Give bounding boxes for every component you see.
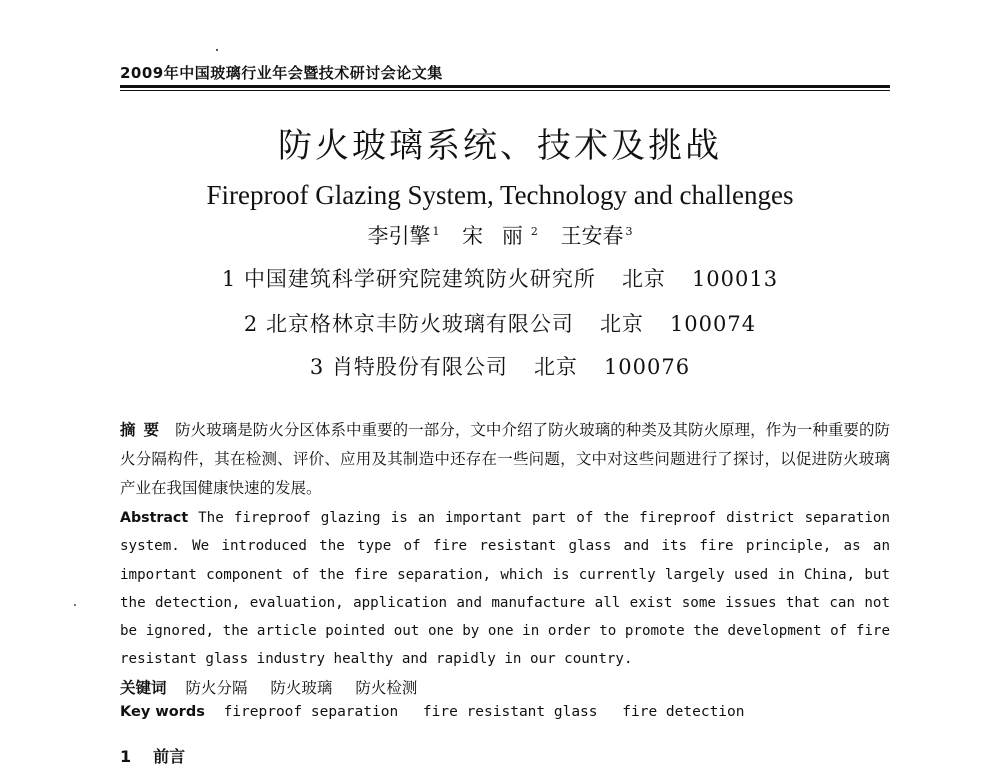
abstract-en-text: The fireproof glazing is an important part of the fireproof district separation system. We introduced the type of fire resistant glass and its fire principle, as an important component of the fire separation, which is currently largely used in China, but the detection, evaluation, application and manufacture all exist some issues that can not be ignored, the article pointed out one by one in order to promote the development of fire resistant glass industry healthy and rapidly in our country.: [120, 510, 890, 668]
affiliation-zip: 100074: [669, 312, 757, 336]
keyword-term: 防火检测: [355, 679, 418, 697]
abstract-en-label: Abstract: [120, 510, 189, 526]
keyword-term: 防火玻璃: [270, 679, 333, 697]
keywords-en-label: Key words: [120, 704, 205, 720]
paper-title-cn: 防火玻璃系统、技术及挑战: [278, 126, 722, 166]
affiliation-zip: 100013: [691, 267, 779, 291]
abstract-cn: [120, 416, 890, 503]
affiliation-zip: 100076: [603, 355, 691, 379]
affiliation-city: 北京: [621, 267, 666, 291]
paper-title-en: Fireproof Glazing System, Technology and challenges: [206, 180, 794, 210]
keywords-cn-label: 关键词: [120, 679, 167, 697]
header-rule-thick: [120, 85, 890, 88]
author-name: 王安春: [560, 224, 624, 248]
affiliation-1: [0, 263, 1000, 293]
affiliation-city: 北京: [599, 312, 644, 336]
author-affiliation-mark: 3: [625, 225, 633, 238]
keyword-term: fireproof separation: [223, 704, 399, 720]
keyword-term: fire detection: [622, 704, 745, 720]
section-title: 前言: [153, 747, 186, 766]
author-2: [462, 224, 538, 248]
keyword-term: 防火分隔: [185, 679, 248, 697]
author-affiliation-mark: 2: [530, 225, 538, 238]
author-name: 宋 丽: [462, 224, 529, 248]
affiliation-org: 北京格林京丰防火玻璃有限公司: [265, 312, 574, 336]
abstract-en: [120, 504, 890, 674]
affiliation-city: 北京: [533, 355, 578, 379]
author-affiliation-mark: 1: [432, 225, 440, 238]
author-3: [561, 224, 633, 248]
scan-speck: [216, 49, 218, 51]
abstract-cn-label: 摘要: [120, 421, 168, 439]
affiliation-number: 1: [221, 267, 237, 291]
section-heading: [120, 744, 890, 767]
affiliation-2: [0, 308, 1000, 338]
header-rule-thin: [120, 90, 890, 91]
affiliation-number: 3: [309, 355, 325, 379]
keywords-en: [120, 704, 890, 720]
affiliation-number: 2: [243, 312, 259, 336]
abstract-cn-text: 防火玻璃是防火分区体系中重要的一部分，文中介绍了防火玻璃的种类及其防火原理，作为一种重要的防火分隔构件，其在检测、评价、应用及其制造中还存在一些问题，文中对这些问题进行了探讨，以促进防火玻璃产业在我国健康快速的发展。: [120, 421, 890, 497]
running-head: 2009年中国玻璃行业年会暨技术研讨会论文集: [120, 64, 443, 82]
affiliation-org: 肖特股份有限公司: [331, 355, 508, 379]
keywords-cn: [120, 676, 890, 698]
author-name: 李引擎: [367, 224, 431, 248]
affiliation-org: 中国建筑科学研究院建筑防火研究所: [243, 267, 596, 291]
affiliation-3: [0, 351, 1000, 381]
author-1: [367, 224, 439, 248]
section-number: 1: [120, 747, 132, 766]
scan-speck: [74, 604, 76, 606]
author-list: [0, 220, 1000, 250]
keyword-term: fire resistant glass: [422, 704, 598, 720]
